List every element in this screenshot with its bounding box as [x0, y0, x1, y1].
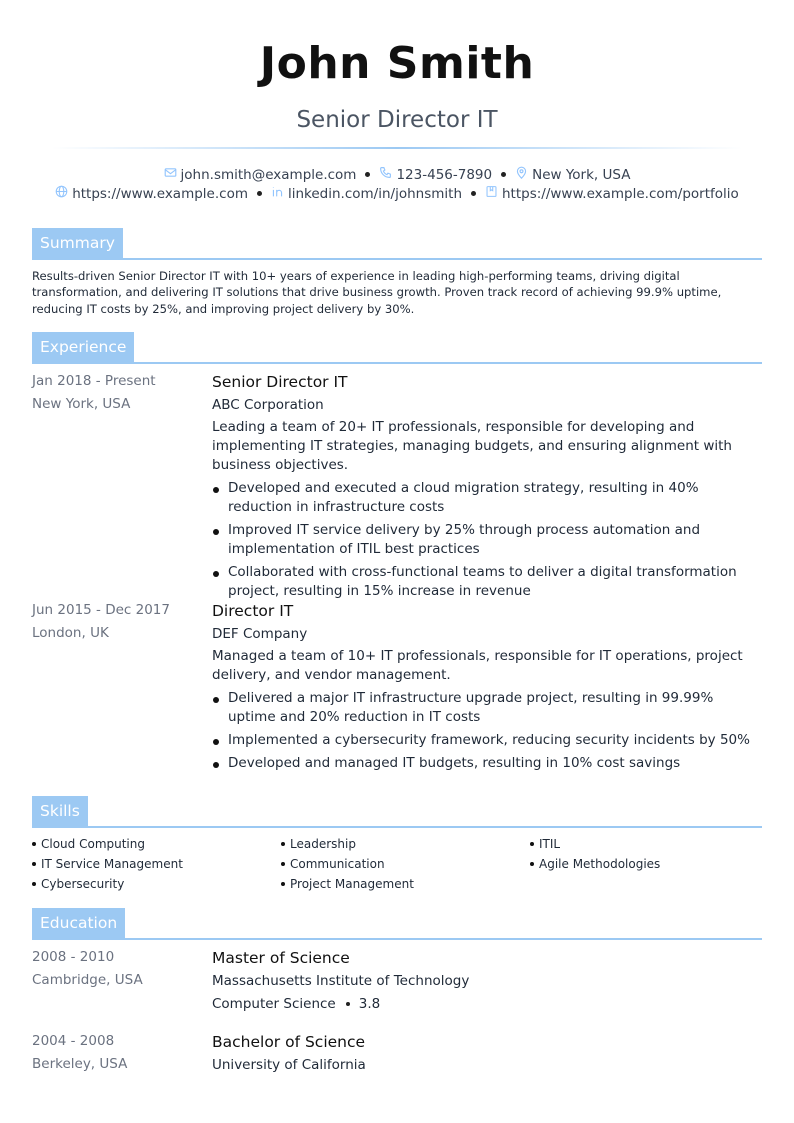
job-location: London, UK	[32, 625, 109, 641]
contact-website[interactable]	[55, 185, 248, 202]
education-dates: 2004 - 2008	[32, 1033, 115, 1049]
title-divider	[52, 147, 742, 149]
skill-item: ITIL	[530, 836, 560, 852]
candidate-title: Senior Director IT	[296, 107, 498, 133]
experience-section-header	[32, 332, 762, 364]
degree-title: Master of Science	[212, 949, 350, 967]
location-text: New York, USA	[532, 166, 631, 183]
field-and-gpa	[212, 993, 764, 1016]
job-role: Senior Director IT	[212, 373, 348, 391]
job-description: Managed a team of 10+ IT professionals, responsible for IT operations, project delivery, and vendor management.	[212, 648, 743, 683]
portfolio-icon	[485, 185, 498, 202]
job-dates: Jun 2015 - Dec 2017	[32, 602, 170, 618]
summary-section-header	[32, 228, 762, 260]
website-text: https://www.example.com	[72, 185, 248, 202]
phone-icon	[379, 166, 392, 183]
skill-item: Cybersecurity	[32, 876, 124, 892]
skills-heading: Skills	[32, 796, 88, 828]
contact-location	[515, 166, 630, 183]
job-achievements	[212, 689, 764, 773]
education-1-meta	[32, 946, 143, 992]
gpa-value: 3.8	[358, 996, 381, 1012]
contact-linkedin[interactable]	[271, 185, 462, 202]
skills-section-header	[32, 796, 762, 828]
achievement-item: Delivered a major IT infrastructure upgrade project, resulting in 99.99% uptime and 20% reduction in IT costs	[212, 689, 764, 727]
contact-email[interactable]	[164, 166, 357, 183]
school-name: Massachusetts Institute of Technology	[212, 973, 470, 989]
education-section-header	[32, 908, 762, 940]
job-2	[212, 600, 764, 777]
linkedin-icon	[271, 185, 284, 202]
education-location: Cambridge, USA	[32, 972, 143, 988]
separator-dot	[365, 172, 370, 177]
contact-portfolio[interactable]	[485, 185, 739, 202]
job-location: New York, USA	[32, 396, 131, 412]
achievement-item: Improved IT service delivery by 25% through process automation and implementation of ITIL best practices	[212, 521, 764, 559]
school-name: University of California	[212, 1057, 366, 1073]
contact-phone[interactable]	[379, 166, 492, 183]
skill-item: Communication	[281, 856, 385, 872]
job-dates: Jan 2018 - Present	[32, 373, 156, 389]
achievement-item: Collaborated with cross-functional teams to deliver a digital transformation project, resulting in 15% increase in revenue	[212, 563, 764, 601]
contact-row-links	[0, 185, 794, 202]
job-company: ABC Corporation	[212, 397, 324, 413]
globe-icon	[55, 185, 68, 202]
field-of-study: Computer Science	[212, 996, 336, 1012]
skill-item: Leadership	[281, 836, 356, 852]
achievement-item: Developed and managed IT budgets, resulting in 10% cost savings	[212, 754, 764, 773]
job-role: Director IT	[212, 602, 294, 620]
education-2	[212, 1031, 764, 1077]
education-heading: Education	[32, 908, 125, 940]
education-dates: 2008 - 2010	[32, 949, 115, 965]
degree-title: Bachelor of Science	[212, 1033, 366, 1051]
achievement-item: Developed and executed a cloud migration strategy, resulting in 40% reduction in infrastructure costs	[212, 479, 764, 517]
education-1	[212, 947, 764, 1016]
skill-item: Agile Methodologies	[530, 856, 660, 872]
education-2-meta	[32, 1030, 127, 1076]
location-pin-icon	[515, 166, 528, 183]
skill-item: Cloud Computing	[32, 836, 145, 852]
job-1-meta	[32, 370, 156, 416]
phone-text: 123-456-7890	[396, 166, 493, 183]
job-description: Leading a team of 20+ IT professionals, responsible for developing and implementing IT strategies, managing budgets, and ensuring alignment with business objectives.	[212, 419, 732, 473]
education-location: Berkeley, USA	[32, 1056, 128, 1072]
portfolio-text: https://www.example.com/portfolio	[502, 185, 739, 202]
contact-row-primary	[0, 166, 794, 183]
mail-icon	[164, 166, 177, 183]
skill-item: IT Service Management	[32, 856, 183, 872]
skill-item: Project Management	[281, 876, 414, 892]
job-1	[212, 371, 764, 605]
job-achievements	[212, 479, 764, 601]
job-company: DEF Company	[212, 626, 308, 642]
candidate-name: John Smith	[259, 38, 535, 89]
email-text: john.smith@example.com	[180, 166, 357, 183]
separator-dot	[501, 172, 506, 177]
summary-text: Results-driven Senior Director IT with 10+ years of experience in leading high-performing teams, driving digital transformation, and delivering IT solutions that drive business growth. Proven track record of achieving 99.9% uptime, reducing IT costs by 25%, and improving project delivery by 30%.	[32, 269, 722, 316]
job-2-meta	[32, 599, 170, 645]
separator-dot	[471, 191, 476, 196]
separator-dot	[257, 191, 262, 196]
achievement-item: Implemented a cybersecurity framework, reducing security incidents by 50%	[212, 731, 764, 750]
linkedin-text: linkedin.com/in/johnsmith	[287, 185, 462, 202]
summary-heading: Summary	[32, 228, 123, 260]
separator-dot	[346, 1002, 350, 1006]
experience-heading: Experience	[32, 332, 134, 364]
